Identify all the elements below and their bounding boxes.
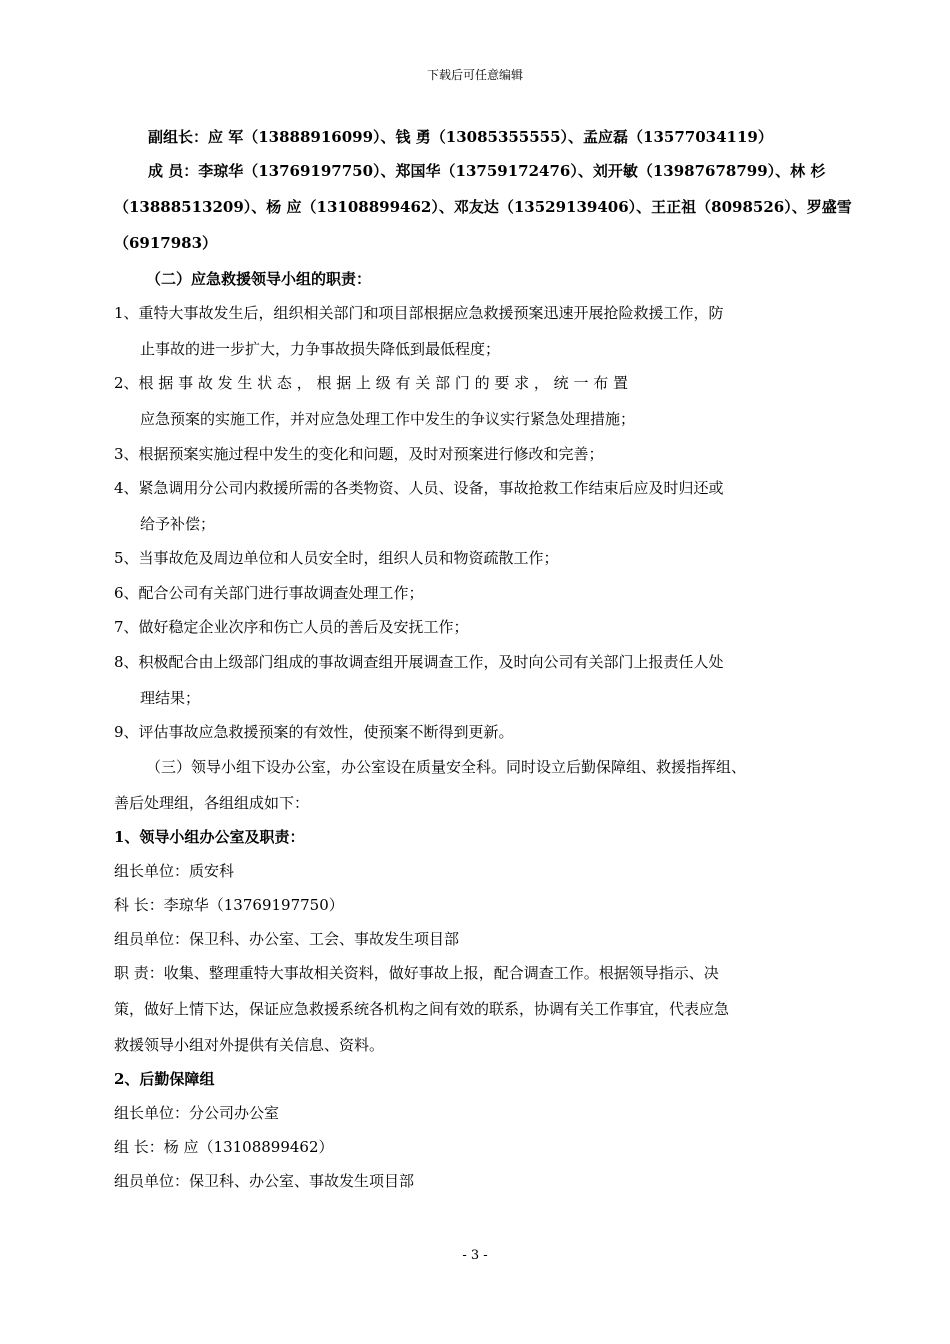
office-heading: 1、领导小组办公室及职责：: [114, 828, 305, 846]
office-duties-line-3: 救援领导小组对外提供有关信息、资料。: [114, 1036, 385, 1054]
office-leader-unit: 组长单位：质安科: [114, 862, 235, 880]
logistics-heading: 2、后勤保障组: [114, 1070, 215, 1088]
office-duties-line-2: 策，做好上情下达，保证应急救援系统各机构之间有效的联系，协调有关工作事宜，代表应急: [114, 1000, 730, 1018]
members-line-2: （13888513209）、杨 应（13108899462）、邓友达（13529139406）、王正祖（8098526）、罗盛雪: [114, 198, 852, 216]
logistics-leader: 组 长：杨 应（13108899462）: [114, 1138, 334, 1156]
duty-6: 6、配合公司有关部门进行事故调查处理工作；: [114, 584, 424, 602]
duty-2-line-2: 应急预案的实施工作，并对应急处理工作中发生的争议实行紧急处理措施；: [140, 410, 636, 428]
office-member-units: 组员单位：保卫科、办公室、工会、事故发生项目部: [114, 930, 460, 948]
page-header: 下载后可任意编辑: [426, 68, 523, 82]
office-chief: 科 长：李琼华（13769197750）: [114, 896, 344, 914]
duty-8-line-2: 理结果；: [140, 689, 201, 707]
duty-2-line-1: 2、根 据 事 故 发 生 状 态 ， 根 据 上 级 有 关 部 门 的 要 求 ， 统 一 布 置: [114, 374, 628, 392]
duty-9: 9、评估事故应急救援预案的有效性，使预案不断得到更新。: [114, 723, 514, 741]
logistics-member-units: 组员单位：保卫科、办公室、事故发生项目部: [114, 1172, 415, 1190]
section-three-line-1: （三）领导小组下设办公室，办公室设在质量安全科。同时设立后勤保障组、救援指挥组、: [146, 758, 747, 776]
office-duties-line-1: 职 责：收集、整理重特大事故相关资料，做好事故上报，配合调查工作。根据领导指示、决: [114, 964, 719, 982]
deputy-leaders-line: 副组长：应 军（13888916099）、钱 勇（13085355555）、孟应磊（13577034119）: [148, 128, 773, 146]
duty-7: 7、做好稳定企业次序和伤亡人员的善后及安抚工作；: [114, 618, 469, 636]
section-three-line-2: 善后处理组，各组组成如下：: [114, 794, 310, 812]
duty-4-line-2: 给予补偿；: [140, 515, 216, 533]
duty-8-line-1: 8、积极配合由上级部门组成的事故调查组开展调查工作，及时向公司有关部门上报责任人处: [114, 653, 724, 671]
duty-1-line-2: 止事故的进一步扩大，力争事故损失降低到最低程度；: [140, 340, 501, 358]
section-two-heading: （二）应急救援领导小组的职责：: [146, 270, 372, 288]
page-number: - 3 -: [462, 1248, 488, 1263]
duty-1-line-1: 1、重特大事故发生后，组织相关部门和项目部根据应急救援预案迅速开展抢险救援工作，防: [114, 304, 724, 322]
duty-4-line-1: 4、紧急调用分公司内救援所需的各类物资、人员、设备，事故抢救工作结束后应及时归还或: [114, 479, 724, 497]
members-line-1: 成 员：李琼华（13769197750）、郑国华（13759172476）、刘开敏（13987678799）、林 杉: [148, 162, 826, 180]
duty-5: 5、当事故危及周边单位和人员安全时，组织人员和物资疏散工作；: [114, 549, 559, 567]
logistics-leader-unit: 组长单位：分公司办公室: [114, 1104, 280, 1122]
members-line-3: （6917983）: [114, 234, 218, 252]
duty-3: 3、根据预案实施过程中发生的变化和问题，及时对预案进行修改和完善；: [114, 445, 604, 463]
